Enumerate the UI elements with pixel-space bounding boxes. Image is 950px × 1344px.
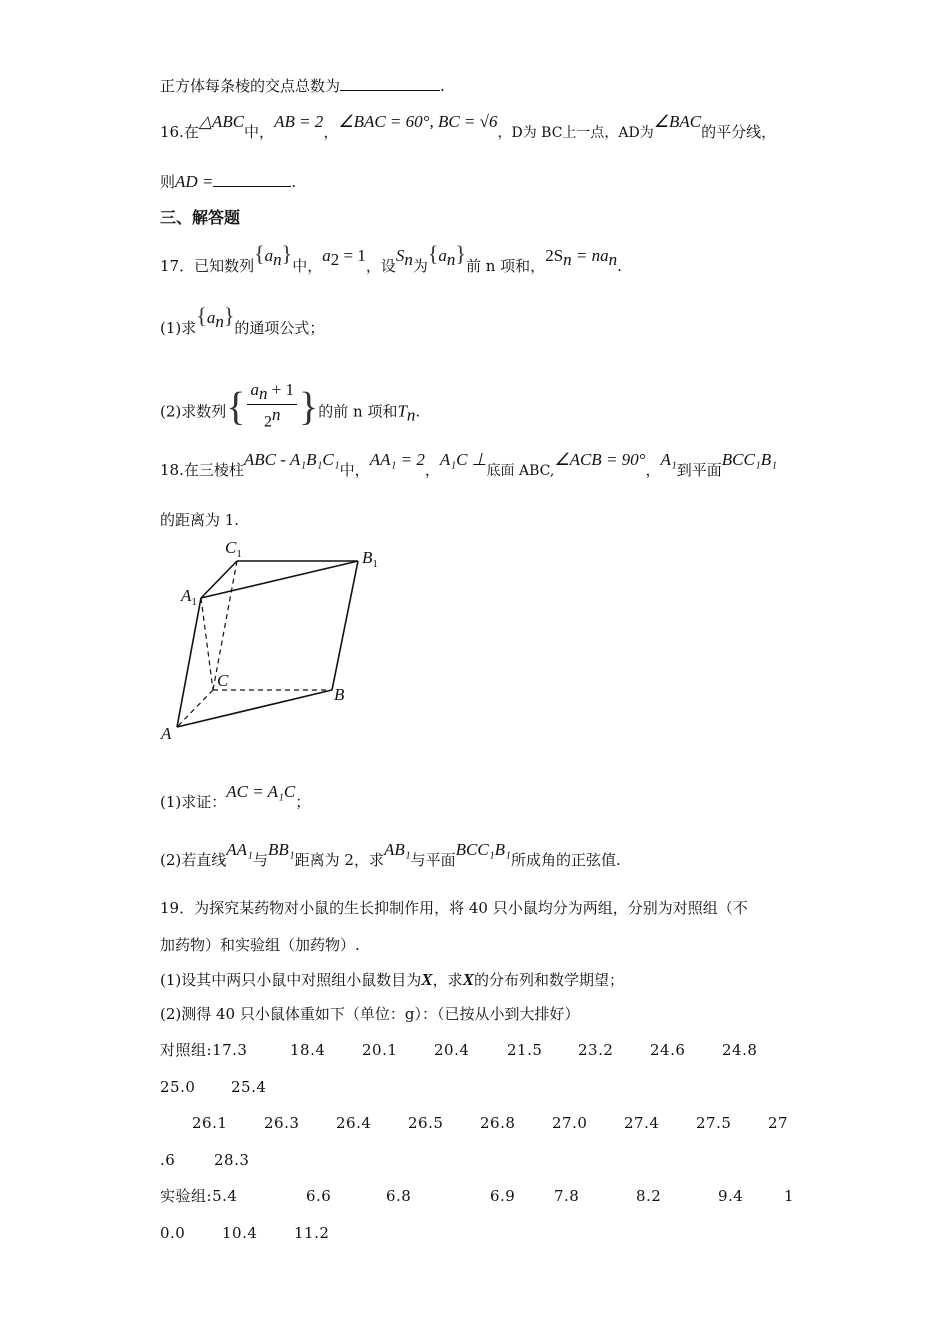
q18-2-yu-plane: 与平面 [410,851,456,869]
q18-2-ab1: AB₁ [383,840,411,859]
q18-1-end: ； [295,793,311,811]
q16-comma: ， [323,123,339,141]
label-c: C [217,671,229,690]
q17-seq: $\{a_n\}$ [254,241,293,269]
q19-p1c: 的分布列和数学期望； [473,971,624,989]
value: 18.4 [290,1041,326,1059]
q16-line [160,112,777,143]
q19-part2: (2)测得 40 只小鼠体重如下（单位：g）：（已按从小到大排好） [160,1005,580,1023]
q19-x: X [421,970,433,989]
q16-ab: AB = 2 [274,112,324,131]
q16-then: 则 [160,173,176,191]
value: 6.8 [386,1187,412,1205]
q18-1-eq: AC = A₁C [226,782,296,801]
value: 6.6 [306,1187,332,1205]
value: 10.4 [222,1224,258,1242]
value: 5.4 [212,1187,238,1205]
value: 26.1 [192,1114,228,1132]
q18-plane: BCC₁B₁ [721,450,778,469]
answer-blank [213,172,291,187]
edge-a-b [177,690,332,727]
value: .6 [160,1151,176,1169]
q17-part2: (2)求数列{ $\frac{a_n + 1}{2^n}$ }的前 n 项和$T_n$. [160,380,421,431]
value: 0.0 [160,1224,186,1242]
q18-a: 18.在三棱柱 [160,461,244,479]
answer-blank [340,76,440,91]
q17-2-a: (2)求数列 [160,402,227,421]
q15-text: 正方体每条棱的交点总数为 [160,77,341,95]
q17-2-tn: T [397,401,407,421]
value: 26.4 [336,1114,372,1132]
label-a: A [161,724,172,743]
value: 9.4 [718,1187,744,1205]
control-label: 对照组: [160,1041,213,1059]
q16-ad: AD = [175,172,214,191]
q16-triangle: △ABC [198,112,245,131]
q17-set: ，设 [365,257,396,275]
q17-part1 [160,303,325,342]
q18-2-bb1: BB₁ [267,840,295,859]
q19-p1b: ，求 [432,971,463,989]
q17-end: . [617,257,622,275]
q18-part1 [160,782,311,812]
value: 23.2 [578,1041,614,1059]
section-heading: 三、解答题 [160,208,241,227]
edge-b1-b [332,561,358,690]
value: 24.6 [650,1041,686,1059]
value: 27.5 [696,1114,732,1132]
value: 20.1 [362,1041,398,1059]
value: 27.4 [624,1114,660,1132]
value: 24.8 [722,1041,758,1059]
q18-aa1: AA₁ = 2 [369,450,425,469]
value: 17.3 [212,1041,248,1059]
q17-qian: 前 n 项和， [465,257,546,275]
value: 26.3 [264,1114,300,1132]
q17-sn: $S_n$ [395,246,413,269]
q19-x2: X [462,970,474,989]
value: 27 [768,1114,789,1132]
q17-wei: 为 [412,257,428,275]
q16-line2 [160,172,296,192]
q18-comma2: ， [645,461,661,479]
q18-2-end: 所成角的正弦值. [510,851,621,869]
value: 28.3 [214,1151,250,1169]
value: 11.2 [294,1224,330,1242]
label-a1: $A_1$ [181,586,197,608]
q18-2-dist: 距离为 2，求 [294,851,384,869]
q17-2-frac-seq: { $\frac{a_n + 1}{2^n}$ } [226,380,319,431]
q16-angle: ∠BAC = 60°, BC = √6 [338,112,498,131]
label-c1: $C_1$ [225,538,242,560]
value: 8.2 [636,1187,662,1205]
q15-end: . [440,77,445,95]
q18-2-yu: 与 [252,851,268,869]
q17-1-b: 的通项公式； [234,319,325,337]
q18-2-a: (2)若直线 [160,851,227,869]
prism-figure [155,537,395,747]
q16-num: 16.在 [160,123,199,141]
experiment-group-row1 [160,1186,237,1206]
q17-2-b: 的前 n 项和 [318,402,398,421]
q18-zhong: 中， [339,461,370,479]
q18-acb: ∠ACB = 90° [554,450,646,469]
value: 25.0 [160,1078,196,1096]
q17-2-end: . [415,402,421,421]
q17-1-seq: $\{a_n\}$ [196,303,235,331]
q18-2-aa1: AA₁ [226,840,253,859]
q17-1-a: (1)求 [160,319,197,337]
label-b: B [334,685,345,704]
q15-tail-line [160,76,445,96]
q17-seq2: $\{a_n\}$ [427,241,466,269]
q17-rel: $2S_n = na_n$ [545,246,618,269]
q18-a1: A₁ [660,450,677,469]
q16-d-on: ，D为 BC上一点，AD为 [497,125,654,141]
edge-a1-a [177,598,201,727]
q19-line2: 加药物）和实验组（加药物）. [160,936,360,954]
q16-angle2: ∠BAC [653,112,702,131]
q18-line2: 的距离为 1. [160,511,240,529]
q18-1-a: (1)求证： [160,793,227,811]
value: 26.8 [480,1114,516,1132]
edge-a1-c-dashed [201,598,213,690]
value: 1 [784,1187,795,1205]
q17-line [160,241,622,280]
value: 21.5 [507,1041,543,1059]
q18-base: 底面 ABC, [486,463,555,479]
q18-comma: ， [424,461,440,479]
q17-a: 17．已知数列 [160,257,255,275]
q17-zhong: 中， [292,257,323,275]
value: 6.9 [490,1187,516,1205]
q18-prism: ABC - A₁B₁C₁ [243,450,340,469]
value: 27.0 [552,1114,588,1132]
q16-zhong: 中， [244,123,275,141]
q17-a2: $a_2 = 1$ [322,246,366,269]
value: 26.5 [408,1114,444,1132]
q16-bisector: 的平分线， [701,123,777,141]
control-group-row1 [160,1040,247,1060]
q16-end: . [291,173,297,191]
value: 25.4 [231,1078,267,1096]
q18-part2 [160,840,621,870]
q18-to-plane: 到平面 [676,461,722,479]
value: 20.4 [434,1041,470,1059]
value: 7.8 [554,1187,580,1205]
q19-part1 [160,970,624,990]
q18-line [160,450,778,481]
q18-2-plane: BCC₁B₁ [455,840,511,859]
q19-line1: 19．为探究某药物对小鼠的生长抑制作用，将 40 只小鼠均分为两组，分别为对照组（不 [160,899,748,917]
label-b1: $B_1$ [362,548,378,570]
edge-a1-b1 [201,561,358,598]
q18-a1c: A₁C ⊥ [439,450,487,469]
experiment-label: 实验组: [160,1187,213,1205]
q19-p1a: (1)设其中两只小鼠中对照组小鼠数目为 [160,971,422,989]
